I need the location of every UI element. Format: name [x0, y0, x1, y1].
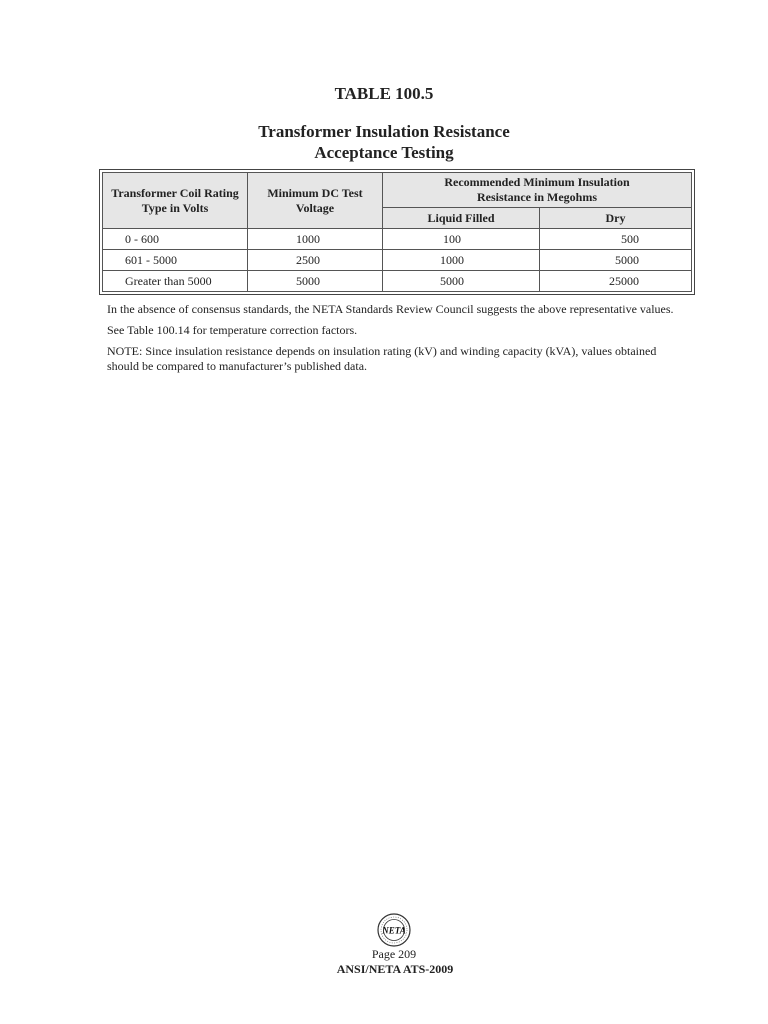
header-dc-test-voltage: Minimum DC Test Voltage: [248, 173, 383, 229]
table-title-line1: Transformer Insulation Resistance: [258, 122, 510, 141]
cell-voltage: 5000: [248, 271, 383, 292]
header-coil-rating: Transformer Coil Rating Type in Volts: [103, 173, 248, 229]
neta-logo-icon: [377, 913, 411, 947]
note-manufacturer: NOTE: Since insulation resistance depends on insulation rating (kV) and winding capacity (kVA), values obtained should be compared to manufacturer’s published data.: [107, 344, 657, 373]
table-number: TABLE 100.5: [334, 84, 434, 103]
cell-rating: Greater than 5000: [103, 271, 248, 292]
cell-liquid: 1000: [383, 250, 540, 271]
standard-name: ANSI/NETA ATS-2009: [336, 962, 454, 976]
header-dry: Dry: [540, 208, 692, 229]
table-title-line2: Acceptance Testing: [314, 143, 454, 162]
table-row: [103, 229, 692, 250]
cell-dry: 500: [540, 229, 692, 250]
page-number: Page 209: [371, 947, 417, 961]
logo-text: NETA: [382, 925, 406, 936]
notes-section: [107, 302, 677, 380]
header-liquid-filled: Liquid Filled: [383, 208, 540, 229]
cell-voltage: 2500: [248, 250, 383, 271]
note-temperature: See Table 100.14 for temperature correction factors.: [107, 323, 358, 337]
cell-rating: 0 - 600: [103, 229, 248, 250]
cell-rating: 601 - 5000: [103, 250, 248, 271]
table-row: [103, 271, 692, 292]
header-recommended-resistance: Recommended Minimum Insulation Resistance in Megohms: [383, 173, 692, 208]
cell-dry: 25000: [540, 271, 692, 292]
cell-dry: 5000: [540, 250, 692, 271]
cell-liquid: 100: [383, 229, 540, 250]
table-row: [103, 250, 692, 271]
cell-liquid: 5000: [383, 271, 540, 292]
table-title: [0, 121, 768, 163]
note-consensus: In the absence of consensus standards, the NETA Standards Review Council suggests the above representative values.: [107, 302, 674, 316]
cell-voltage: 1000: [248, 229, 383, 250]
resistance-table: [99, 169, 695, 295]
